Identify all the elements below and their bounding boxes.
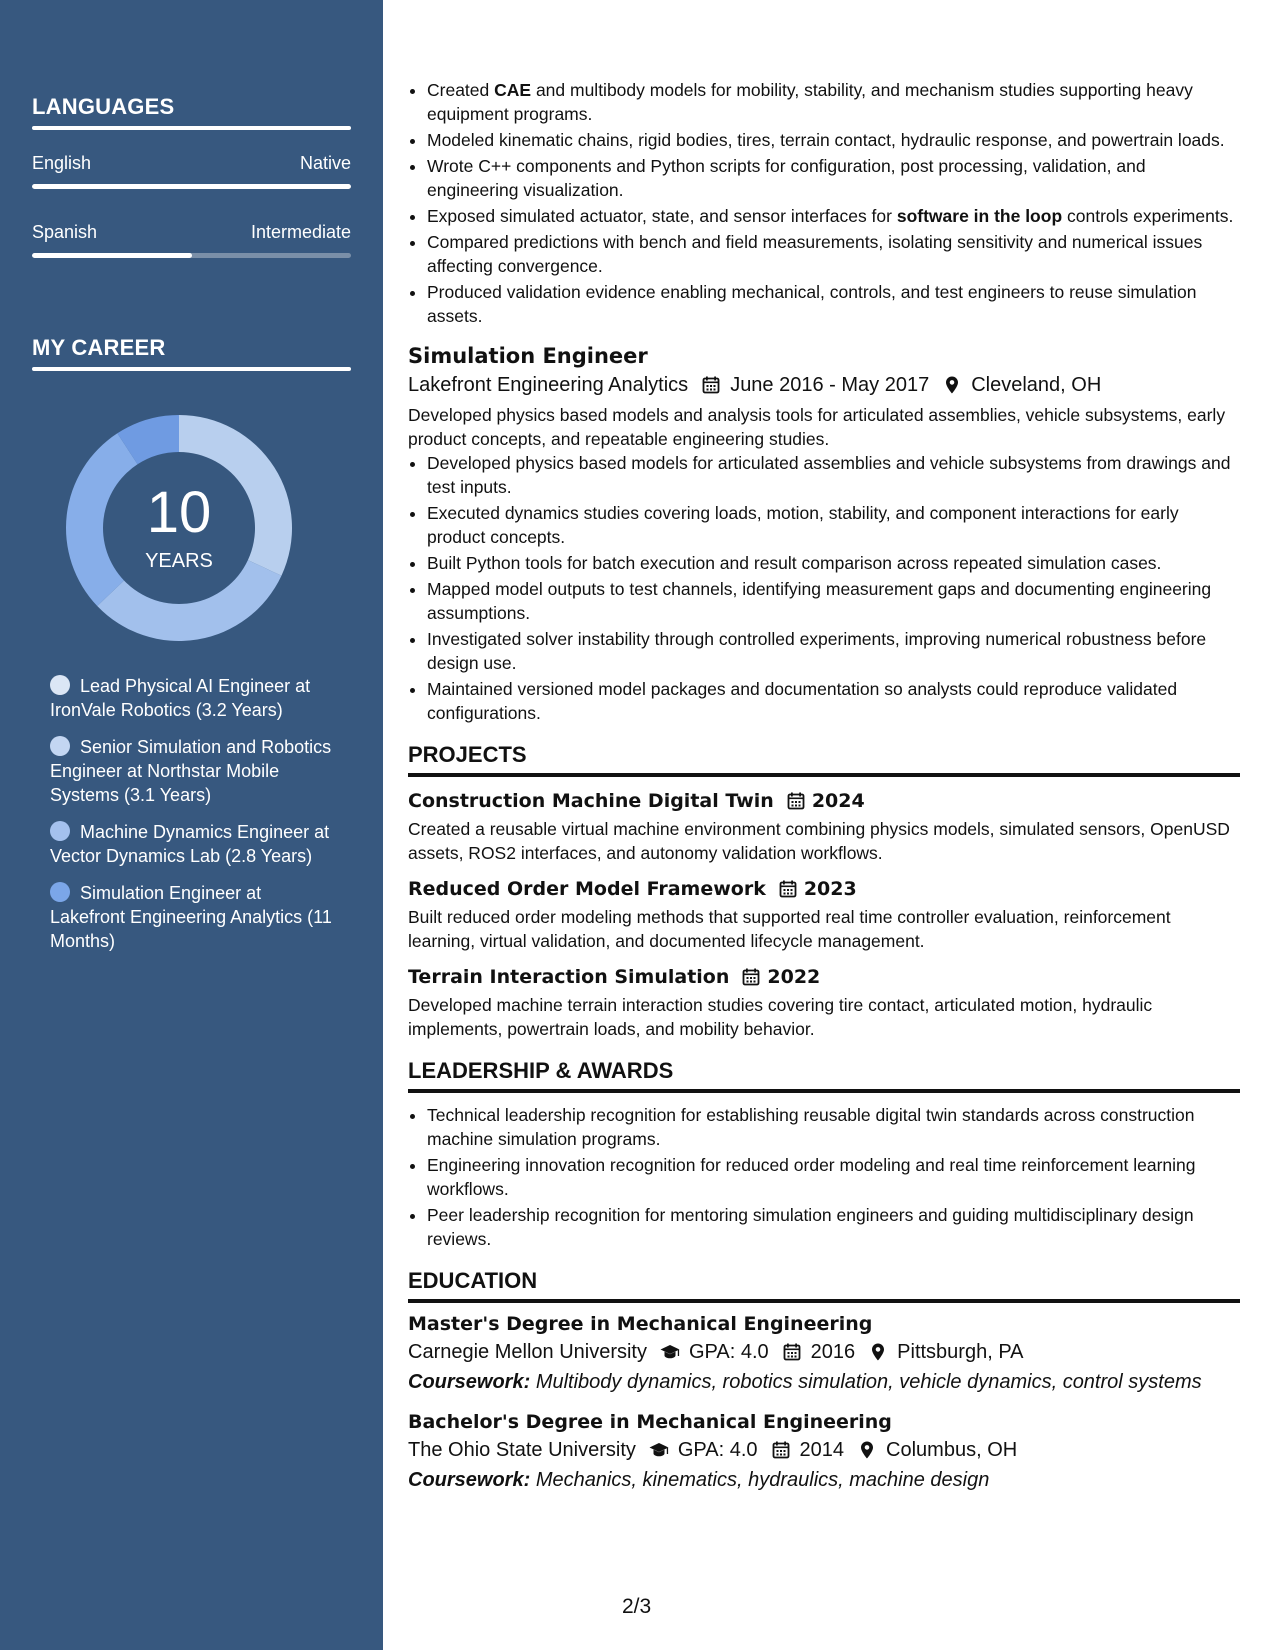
graduation-year: 2014: [799, 1439, 845, 1461]
career-heading: MY CAREER: [32, 335, 166, 360]
calendar-icon: [778, 879, 798, 899]
job-meta: [408, 370, 1240, 400]
language-name: Spanish: [32, 222, 98, 242]
job-bullet: • Maintained versioned model packages and documentation so analysts could reproduce validated configurations.: [427, 677, 1240, 725]
project-title: Construction Machine Digital Twin: [408, 790, 774, 812]
career-item-text: Lead Physical AI Engineer at IronVale Robotics (3.2 Years): [50, 676, 311, 720]
job-bullet: • Investigated solver instability through controlled experiments, improving numerical robustness before design use.: [427, 627, 1240, 675]
gpa: GPA: 4.0: [688, 1341, 769, 1363]
school-location: Columbus, OH: [886, 1439, 1018, 1461]
job-bullet: • Compared predictions with bench and field measurements, isolating sensitivity and numerical issues affecting convergence.: [427, 230, 1240, 278]
award-item: • Engineering innovation recognition for reduced order modeling and real time reinforcement learning workflows.: [427, 1153, 1240, 1201]
language-row: [32, 222, 351, 243]
language-bar: [32, 184, 351, 189]
career-list: [50, 674, 340, 966]
job-bullet: • Exposed simulated actuator, state, and sensor interfaces for software in the loop controls experiments.: [427, 204, 1240, 228]
project-item: [408, 964, 1240, 1041]
graduation-year: 2016: [810, 1341, 856, 1363]
project-item: [408, 876, 1240, 953]
degree-title: Bachelor's Degree in Mechanical Engineering: [408, 1411, 892, 1433]
career-rule: [32, 367, 351, 371]
career-years-unit: YEARS: [145, 550, 213, 572]
project-title: Reduced Order Model Framework: [408, 878, 766, 900]
donut-segment: [66, 433, 138, 606]
school-name: The Ohio State University: [408, 1439, 636, 1461]
coursework-text: Multibody dynamics, robotics simulation, vehicle dynamics, control systems: [535, 1371, 1202, 1393]
career-years-number: 10: [146, 480, 212, 545]
language-row: [32, 153, 351, 174]
award-item: • Technical leadership recognition for establishing reusable digital twin standards across construction machine simulation programs.: [427, 1103, 1240, 1151]
language-bar-fill: [32, 253, 192, 258]
sidebar: [0, 0, 383, 1650]
location-pin-icon: [856, 1439, 878, 1461]
project-year: 2022: [767, 966, 821, 988]
previous-job-bullets: [408, 78, 1240, 328]
calendar-icon: [781, 1341, 803, 1363]
location-pin-icon: [867, 1341, 889, 1363]
job-bullet: • Executed dynamics studies covering loads, motion, stability, and component interactions for early product concepts.: [427, 501, 1240, 549]
calendar-icon: [770, 1439, 792, 1461]
career-item-text: Senior Simulation and Robotics Engineer at Northstar Mobile Systems (3.1 Years): [50, 737, 332, 805]
degree-title: Master's Degree in Mechanical Engineering: [408, 1313, 873, 1335]
job-location: Cleveland, OH: [971, 374, 1102, 396]
job-title: Simulation Engineer: [408, 344, 648, 368]
school-name: Carnegie Mellon University: [408, 1341, 647, 1363]
career-item: [50, 820, 340, 868]
project-description: Developed machine terrain interaction studies covering tire contact, articulated motion, hydraulic implements, powertrain loads, and mobility behavior.: [408, 995, 1153, 1039]
language-level: Native: [299, 153, 351, 173]
job-bullet: • Wrote C++ components and Python scripts for configuration, post processing, validation, and engineering visualization.: [427, 154, 1240, 202]
coursework-text: Mechanics, kinematics, hydraulics, machine design: [535, 1469, 990, 1491]
language-name: English: [32, 153, 92, 173]
career-item: [50, 881, 340, 953]
legend-dot: [50, 821, 70, 841]
job-company: Lakefront Engineering Analytics: [408, 374, 689, 396]
project-year: 2024: [811, 790, 865, 812]
job-dates: June 2016 - May 2017: [730, 374, 930, 396]
coursework-label: Coursework:: [408, 1469, 531, 1491]
career-donut-chart: [66, 415, 292, 641]
career-item: [50, 674, 340, 722]
languages-heading: LANGUAGES: [32, 94, 175, 119]
projects-heading: PROJECTS: [408, 741, 1240, 777]
job-bullet: • Produced validation evidence enabling mechanical, controls, and test engineers to reuse simulation assets.: [427, 280, 1240, 328]
education-meta: [408, 1337, 1240, 1367]
project-description: Created a reusable virtual machine environment combining physics models, simulated sensors, OpenUSD assets, ROS2 interfaces, and autonomy validation workflows.: [408, 819, 1230, 863]
coursework: [408, 1367, 1240, 1397]
career-item: [50, 735, 340, 807]
main-content: [408, 78, 1240, 1495]
graduation-cap-icon: [648, 1439, 670, 1461]
awards-list: [408, 1103, 1240, 1251]
page-number: 2/3: [622, 1595, 652, 1618]
job-bullet: • Developed physics based models for articulated assemblies and vehicle subsystems from drawings and test inputs.: [427, 451, 1240, 499]
school-location: Pittsburgh, PA: [897, 1341, 1024, 1363]
calendar-icon: [786, 791, 806, 811]
language-bar-fill: [32, 184, 351, 189]
language-bar: [32, 253, 351, 258]
career-item-text: Simulation Engineer at Lakefront Engineering Analytics (11 Months): [50, 883, 332, 951]
project-title: Terrain Interaction Simulation: [408, 966, 730, 988]
education-item: [408, 1409, 1240, 1495]
coursework: [408, 1465, 1240, 1495]
donut-segment: [97, 560, 281, 641]
language-level: Intermediate: [250, 222, 351, 242]
location-pin-icon: [941, 374, 963, 396]
legend-dot: [50, 675, 70, 695]
legend-dot: [50, 736, 70, 756]
job-bullet: • Built Python tools for batch execution and result comparison across repeated simulation cases.: [427, 551, 1240, 575]
job-bullet: • Modeled kinematic chains, rigid bodies, tires, terrain contact, hydraulic response, and powertrain loads.: [427, 128, 1240, 152]
legend-dot: [50, 882, 70, 902]
calendar-icon: [700, 374, 722, 396]
education-meta: [408, 1435, 1240, 1465]
award-item: • Peer leadership recognition for mentoring simulation engineers and guiding multidisciplinary design reviews.: [427, 1203, 1240, 1251]
coursework-label: Coursework:: [408, 1371, 531, 1393]
gpa: GPA: 4.0: [677, 1439, 758, 1461]
calendar-icon: [741, 967, 761, 987]
career-item-text: Machine Dynamics Engineer at Vector Dynamics Lab (2.8 Years): [50, 822, 330, 866]
project-description: Built reduced order modeling methods that supported real time controller evaluation, reinforcement learning, virtual validation, and documented lifecycle management.: [408, 907, 1171, 951]
education-item: [408, 1311, 1240, 1397]
job-bullet: • Mapped model outputs to test channels, identifying measurement gaps and documenting engineering assumptions.: [427, 577, 1240, 625]
project-item: [408, 788, 1240, 865]
awards-heading: LEADERSHIP & AWARDS: [408, 1057, 1240, 1093]
job-description: Developed physics based models and analysis tools for articulated assemblies, vehicle subsystems, early product concepts, and repeatable engineering studies.: [408, 405, 1226, 449]
graduation-cap-icon: [659, 1341, 681, 1363]
education-heading: EDUCATION: [408, 1267, 1240, 1303]
job-bullet: • Created CAE and multibody models for mobility, stability, and mechanism studies supporting heavy equipment programs.: [427, 78, 1240, 126]
job-bullets: [408, 451, 1240, 725]
languages-rule: [32, 126, 351, 130]
project-year: 2023: [803, 878, 857, 900]
